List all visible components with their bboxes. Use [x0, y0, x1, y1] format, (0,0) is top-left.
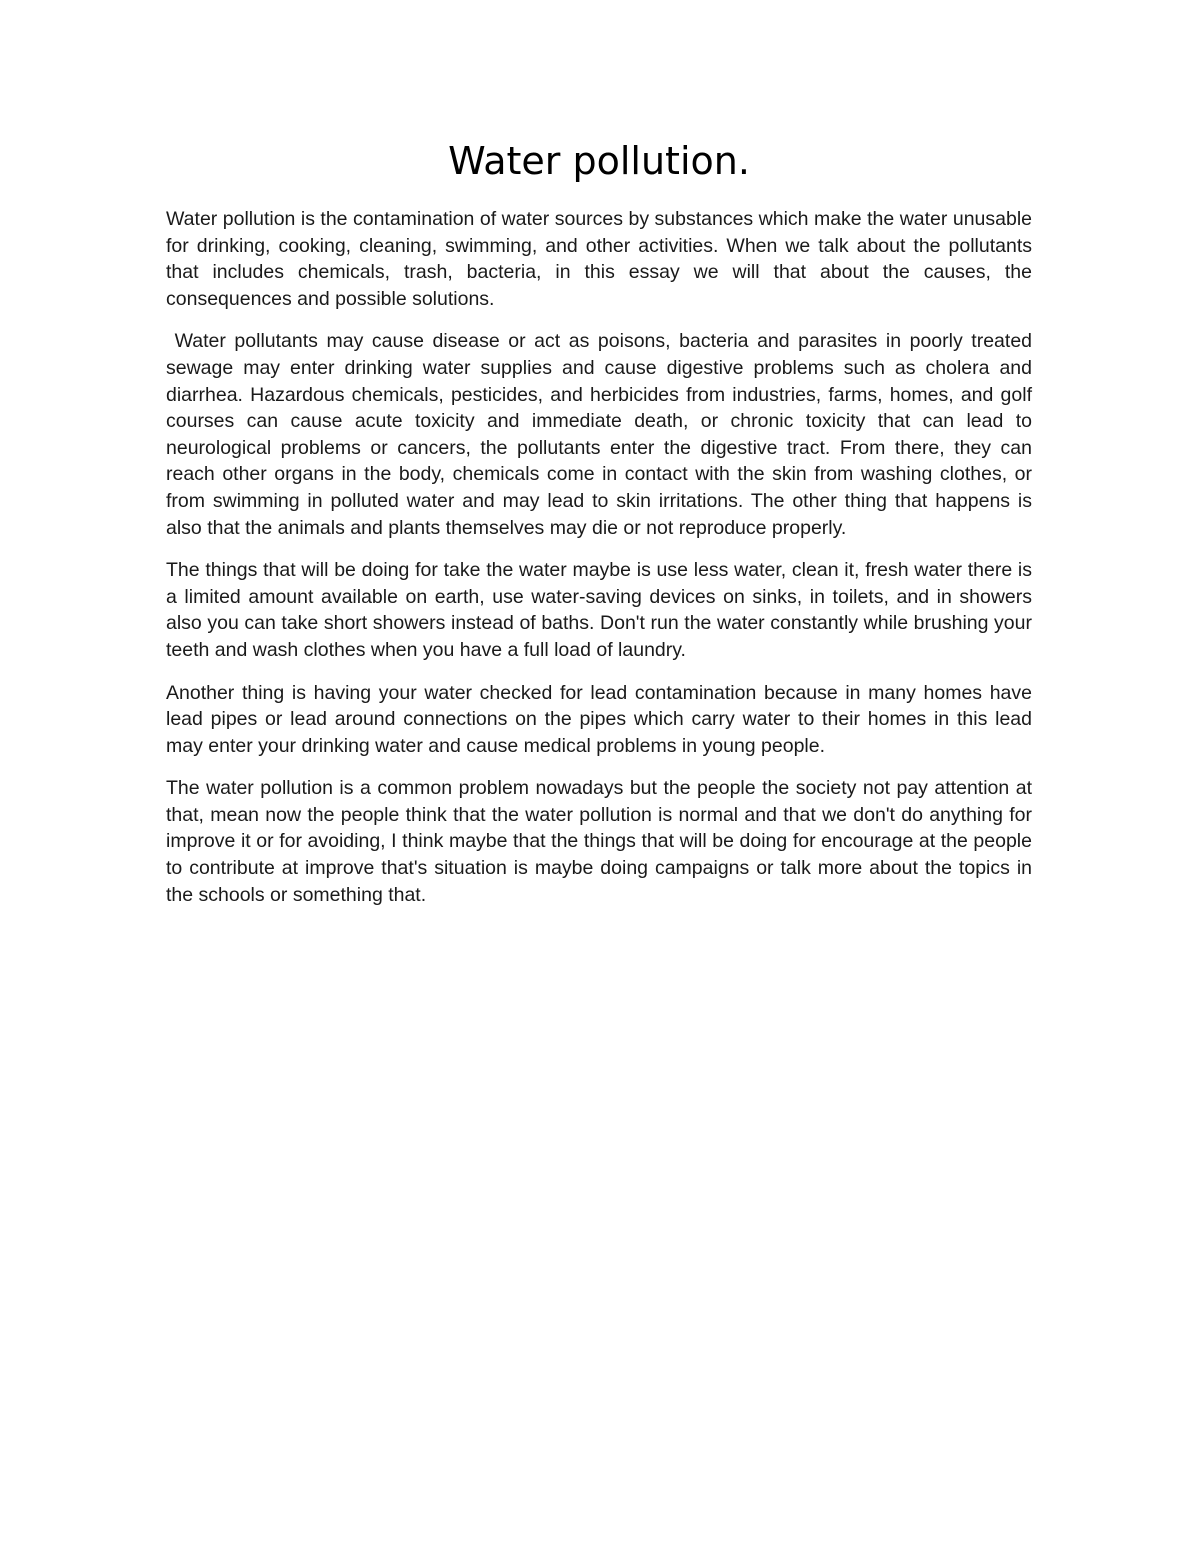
document-title: Water pollution.: [448, 139, 750, 183]
document-body: [166, 138, 1038, 924]
paragraph-consequences: Water pollutants may cause disease or act as poisons, bacteria and parasites in poorly treated sewage may enter drinking water supplies and cause digestive problems such as cholera and diarrhea. Hazardous chemicals, pesticides, and herbicides from industries, farms, homes, and golf courses can cause acute toxicity and immediate death, or chronic toxicity that can lead to neurological problems or cancers, the pollutants enter the digestive tract. From there, they can reach other organs in the body, chemicals come in contact with the skin from washing clothes, or from swimming in polluted water and may lead to skin irritations. The other thing that happens is also that the animals and plants themselves may die or not reproduce properly.: [166, 330, 1038, 539]
paragraph-solutions: The things that will be doing for take the water maybe is use less water, clean it, fresh water there is a limited amount available on earth, use water-saving devices on sinks, in toilets, and in showers also you can take short showers instead of baths. Don't run the water constantly while brushing your teeth and wash clothes when you have a full load of laundry.: [166, 559, 1032, 661]
paragraph-conclusion: The water pollution is a common problem nowadays but the people the society not pay attention at that, mean now the people think that the water pollution is normal and that we don't do anything for improve it or for avoiding, I think maybe that the things that will be doing for encourage at the people to contribute at improve that's situation is maybe doing campaigns or talk more about the topics in the schools or something that.: [166, 777, 1032, 906]
paragraph-lead-contamination: Another thing is having your water checked for lead contamination because in many homes have lead pipes or lead around connections on the pipes which carry water to their homes in this lead may enter your drinking water and cause medical problems in young people.: [166, 681, 1032, 757]
paragraph-introduction: Water pollution is the contamination of water sources by substances which make the water unusable for drinking, cooking, cleaning, swimming, and other activities. When we talk about the pollutants that includes chemicals, trash, bacteria, in this essay we will that about the causes, the consequences and possible solutions.: [166, 208, 1032, 310]
